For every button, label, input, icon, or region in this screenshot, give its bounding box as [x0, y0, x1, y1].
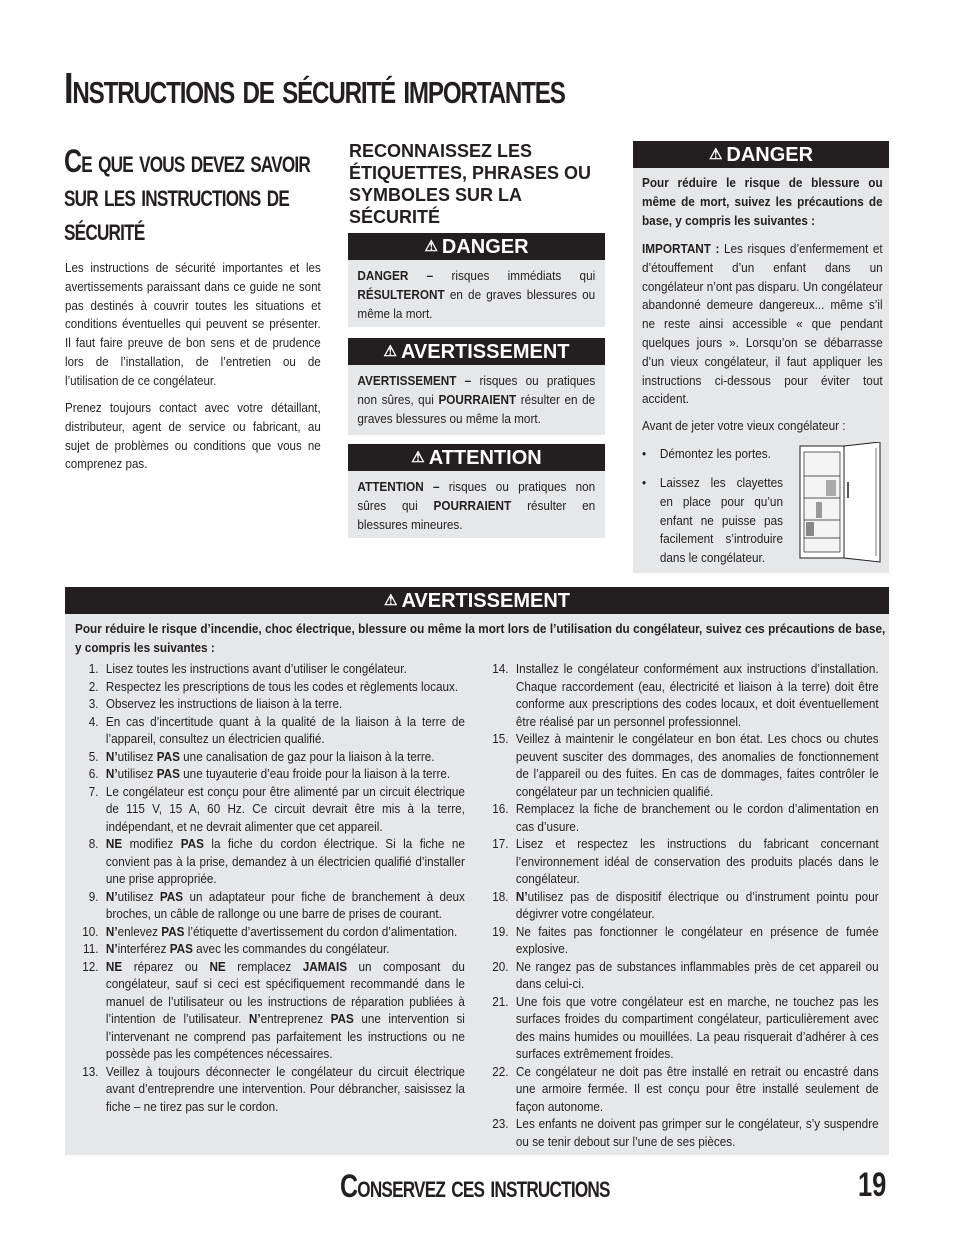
instruction-number: 17. [492, 837, 509, 851]
labels-heading: RECONNAISSEZ LES ÉTIQUETTES, PHRASES OU SYMBOLES SUR LA SÉCURITÉ [349, 141, 592, 227]
instruction-item [65, 941, 465, 959]
instruction-item [65, 924, 465, 942]
instruction-text: N’utilisez PAS un adaptateur pour fiche de branchement à deux broches, un câble de rallonge ou une barre de prises de courant. [105, 889, 465, 921]
bullet-2-text: Laissez les clayettes en place pour qu’un enfant ne puisse pas facilement s’introduire dans le congélateur. [659, 476, 783, 566]
disposal-important [642, 240, 883, 409]
instruction-item [475, 924, 879, 959]
instruction-item [475, 959, 879, 994]
avertissement-bar [348, 338, 605, 365]
instruction-text: N’utilisez PAS une tuyauterie d’eau froide pour la liaison à la terre. [105, 767, 451, 781]
instruction-item [65, 1064, 465, 1117]
attention-bar [348, 444, 605, 471]
bullet-dot: • [642, 476, 647, 490]
instruction-number: 3. [88, 697, 99, 711]
instruction-number: 10. [82, 924, 99, 939]
instruction-number: 14. [492, 662, 509, 676]
instruction-item [475, 889, 879, 924]
important-text: Les risques d’enfermement et d’étouffement d’un enfant dans un congélateur n’ont pas disparu. Un congélateur abandonné demeure dangereux... même s’il ne reste ainsi accessible « que pendant quelques jours ». Lorsqu’on se débarrasse d’un vieux congélateur, il faut appliquer les instructions ci-dessous pour éviter tout accident. [642, 242, 883, 407]
instruction-text: Lisez et respectez les instructions du fabricant concernant l’environnement idéal de conservation des produits placés dans le congélateur. [515, 837, 879, 886]
danger-text-b: en de graves blessures ou même la mort. [357, 287, 596, 321]
instruction-text: Veillez à toujours déconnecter le congélateur du circuit électrique avant d’entreprendre une intervention. Pour débrancher, saisissez la fiche – ne tirez pas sur le cordon. [105, 1064, 465, 1114]
instruction-number: 19. [492, 924, 509, 939]
danger-text-a: risques immédiats qui [433, 269, 596, 283]
attention-key: ATTENTION – [357, 480, 440, 494]
instruction-item [65, 959, 465, 1064]
attention-definition [348, 471, 605, 534]
instruction-text: En cas d’incertitude quant à la qualité de la liaison à la terre de l’appareil, consultez un électricien qualifié. [105, 714, 465, 746]
instruction-text: Installez le congélateur conformément aux instructions d’installation. Chaque raccordement (eau, électricité et liaison à la terre) doit être conforme aux prescriptions des codes locaux, et doit éventuellement être réalisé par un personnel professionnel. [515, 662, 879, 729]
disposal-bullet-1 [642, 445, 783, 464]
footer-save-instructions: Conservez ces instructions [340, 1168, 610, 1204]
instruction-text: NE réparez ou NE remplacez JAMAIS un composant du congélateur, sauf si ceci est spécifiquement recommandé dans le manuel de l’utilisateur ou les instructions de réparation publiées à l’intention de l’utilisateur. N’entreprenez PAS une intervention si l’intervenant ne comprend pas parfaitement les instructions ou ne possède pas les compétences nécessaires. [105, 959, 465, 1061]
disposal-bullet-2 [642, 474, 783, 568]
avertissement-label: AVERTISSEMENT [400, 341, 570, 363]
instruction-number: 11. [83, 942, 99, 956]
main-warning-box [65, 587, 889, 1155]
avert-key: AVERTISSEMENT – [357, 374, 472, 388]
instruction-number: 15. [492, 732, 509, 746]
instruction-number: 18. [492, 889, 509, 904]
instruction-item [65, 766, 465, 784]
page-number: 19 [858, 1166, 887, 1204]
instruction-item [65, 784, 465, 837]
attention-text-b: résulter en blessures mineures. [357, 498, 596, 532]
danger-label: DANGER [726, 144, 814, 166]
danger-label: DANGER [441, 236, 529, 258]
warning-triangle-icon: ⚠ [384, 592, 398, 609]
instruction-item [65, 836, 465, 889]
instruction-text: Ne rangez pas de substances inflammables près de cet appareil ou dans celui-ci. [515, 959, 879, 991]
avertissement-bar [65, 587, 889, 614]
instruction-text: N’enlevez PAS l’étiquette d’avertissement du cordon d’alimentation. [105, 924, 458, 939]
warning-triangle-icon: ⚠ [708, 146, 723, 163]
instruction-item [475, 994, 879, 1064]
warning-triangle-icon: ⚠ [411, 449, 425, 466]
instruction-item [65, 749, 465, 767]
instruction-number: 7. [88, 784, 99, 799]
danger-bold: RÉSULTERONT [357, 287, 445, 302]
instruction-number: 1. [88, 662, 99, 676]
instruction-text: Les enfants ne doivent pas grimper sur le congélateur, s’y suspendre ou se tenir debout sur l’une de ses pièces. [515, 1117, 879, 1149]
intro-paragraph-1: Les instructions de sécurité importantes et les avertissements paraissant dans ce guide ne sont pas destinés à couvrir toutes les situations et conditions éventuelles qui peuvent se présenter. Il faut faire preuve de bon sens et de prudence lors de l’installation, de l’entretien ou de l’utilisation de ce congélateur. [65, 261, 321, 388]
instruction-text: Observez les instructions de liaison à la terre. [105, 697, 343, 711]
instruction-number: 22. [492, 1064, 509, 1079]
warning-triangle-icon: ⚠ [383, 343, 397, 360]
instruction-item [475, 1064, 879, 1117]
instruction-item [475, 731, 879, 801]
disposal-intro: Pour réduire le risque de blessure ou même de mort, suivez les précautions de base, y compris les suivantes : [642, 176, 883, 228]
instruction-number: 5. [88, 749, 99, 764]
instruction-text: Le congélateur est conçu pour être alimenté par un circuit électrique de 115 V, 15 A, 60 Hz. Ce circuit devrait être mis à la terre, indépendant, et ne devrait alimenter que cet appareil. [105, 784, 465, 834]
instruction-text: Veillez à maintenir le congélateur en bon état. Les chocs ou chutes peuvent susciter des dommages, des anomalies de fonctionnement de l’appareil ou des fuites. En cas de dommages, faites contrôler le congélateur par un technicien qualifié. [515, 732, 879, 799]
attention-text-a: risques ou pratiques non sûres qui [357, 480, 596, 513]
instruction-text: NE modifiez PAS la fiche du cordon électrique. Si la fiche ne convient pas à la prise, demandez à un électricien qualifié d’installer une prise appropriée. [105, 837, 465, 886]
intro-paragraph-2: Prenez toujours contact avec votre détaillant, distributeur, agent de service ou fabricant, au sujet de problèmes ou conditions que vous ne comprenez pas. [65, 401, 321, 472]
instruction-text: Ne faites pas fonctionner le congélateur en présence de fumée explosive. [515, 924, 879, 956]
instruction-number: 12. [82, 959, 99, 974]
instruction-item [65, 661, 465, 679]
instruction-number: 21. [492, 994, 509, 1009]
instruction-text: Remplacez la fiche de branchement ou le cordon d’alimentation en cas d’usure. [515, 802, 879, 834]
avert-text-b: résulter en de graves blessures ou même la mort. [357, 392, 596, 426]
danger-definition-box [348, 233, 605, 327]
attention-definition-box [348, 444, 605, 538]
danger-definition [348, 260, 605, 323]
instruction-item [475, 661, 879, 731]
danger-bar [348, 233, 605, 260]
attention-label: ATTENTION [428, 447, 542, 469]
disposal-danger-box [633, 141, 889, 573]
instruction-number: 13. [82, 1064, 99, 1079]
instruction-item [65, 714, 465, 749]
avert-bold: POURRAIENT [438, 392, 517, 407]
instruction-item [475, 801, 879, 836]
avertissement-definition-box [348, 338, 605, 435]
instruction-item [475, 836, 879, 889]
section-title: Ce que vous devez savoir sur les instructions de sécurité [64, 143, 311, 247]
page-title: Instructions de sécurité importantes [64, 64, 565, 113]
avertissement-label: AVERTISSEMENT [401, 590, 570, 612]
instruction-item [65, 696, 465, 714]
instruction-text: Ce congélateur ne doit pas être installé en retrait ou encastré dans une armoire fermée. Il est conçu pour être installé seulement de façon autonome. [515, 1064, 879, 1114]
disposal-before: Avant de jeter votre vieux congélateur : [642, 419, 846, 433]
instruction-number: 20. [492, 959, 509, 974]
avertissement-definition [348, 365, 605, 428]
avert-text-a: risques ou pratiques non sûres, qui [357, 374, 596, 407]
instruction-text: Respectez les prescriptions de tous les codes et règlements locaux. [105, 679, 459, 694]
instruction-text: N’interférez PAS avec les commandes du congélateur. [105, 942, 390, 956]
instructions-list-right [475, 661, 879, 1151]
instruction-text: N’utilisez pas de dispositif électrique ou d’instrument pointu pour dégivrer votre congélateur. [515, 889, 879, 921]
warning-triangle-icon: ⚠ [424, 238, 438, 255]
instruction-number: 8. [88, 837, 99, 851]
instruction-text: Lisez toutes les instructions avant d’utiliser le congélateur. [105, 662, 407, 676]
bullet-1-text: Démontez les portes. [659, 447, 771, 461]
instruction-text: N’utilisez PAS une canalisation de gaz pour la liaison à la terre. [105, 749, 435, 764]
attention-bold: POURRAIENT [433, 498, 512, 513]
instruction-number: 16. [492, 802, 509, 816]
instruction-item [65, 889, 465, 924]
instruction-number: 4. [88, 714, 99, 729]
freezer-illustration [796, 442, 884, 568]
instruction-number: 6. [88, 767, 99, 781]
bullet-dot: • [642, 447, 647, 461]
main-warning-intro: Pour réduire le risque d’incendie, choc électrique, blessure ou même la mort lors de l’utilisation du congélateur, suivez ces précautions de base, y compris les suivantes : [75, 622, 886, 655]
important-key: IMPORTANT : [642, 242, 720, 256]
instruction-item [65, 679, 465, 697]
instruction-text: Une fois que votre congélateur est en marche, ne touchez pas les surfaces froides du compartiment congélateur, particulièrement avec des mains humides ou mouillées. La peau risquerait d’adhérer à ces surfaces extrêmement froides. [515, 994, 879, 1061]
danger-bar [633, 141, 889, 168]
instruction-number: 23. [492, 1117, 509, 1131]
instruction-number: 9. [88, 889, 99, 904]
instruction-item [475, 1116, 879, 1151]
danger-key: DANGER – [357, 269, 434, 283]
instruction-number: 2. [88, 679, 99, 694]
instructions-list-left [65, 661, 465, 1116]
